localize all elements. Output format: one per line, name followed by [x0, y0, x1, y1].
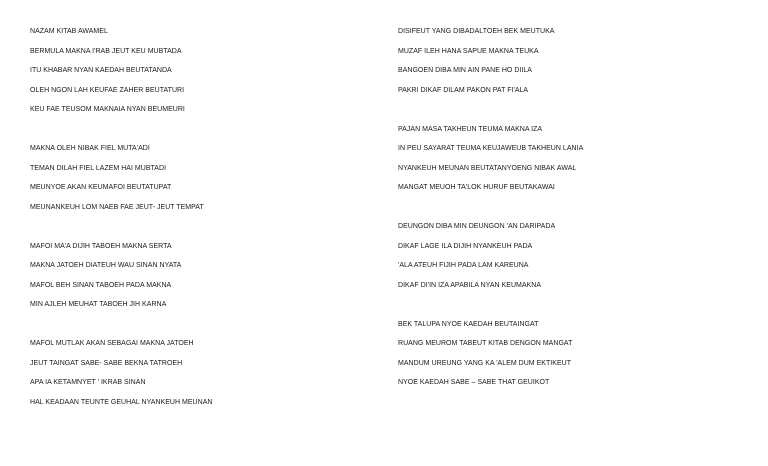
verse-line: 'ALA ATEUH FIJIH PADA LAM KAREUNA [398, 262, 529, 269]
verse-line: DIKAF DI'IN IZA APABILA NYAN KEUMAKNA [398, 281, 542, 289]
verse-line: PAKRI DIKAF DILAM PAKON PAT FI'ALA [398, 86, 529, 94]
verse-line: NAZAM KITAB AWAMEL [30, 28, 108, 35]
verse-line: APA IA KETAMNYET ' IKRAB SINAN [30, 379, 146, 386]
left-column [30, 22, 370, 432]
verse-line: MEUNYOE AKAN KEUMAFOI BEUTATUPAT [30, 184, 172, 191]
verse-line: MAFOL MUTLAK AKAN SEBAGAI MAKNA JATOEH [30, 340, 194, 347]
verse-line: KEU FAE TEUSOM MAKNAIA NYAN BEUMEURI [30, 106, 185, 113]
stanza [398, 120, 748, 198]
stanza [30, 334, 370, 412]
verse-line: MAFOL BEH SINAN TABOEH PADA MAKNA [30, 281, 172, 289]
stanza [398, 217, 748, 295]
verse-line: MUZAF ILEH HANA SAPUE MAKNA TEUKA [398, 47, 539, 55]
verse-line: RUANG MEUROM TABEUT KITAB DENGON MANGAT [398, 340, 573, 347]
verse-line: MIN AJLEH MEUHAT TABOEH JIH KARNA [30, 301, 167, 308]
verse-line: IN PEU SAYARAT TEUMA KEUJAWEUB TAKHEUN LANIA [398, 145, 584, 152]
stanza [398, 315, 748, 393]
verse-line: BEK TALUPA NYOE KAEDAH BEUTAINGAT [398, 320, 539, 328]
stanza [30, 22, 370, 120]
verse-line: DIKAF LAGE ILA DIJIH NYANKEUH PADA [398, 242, 533, 250]
verse-line: OLEH NGON LAH KEUFAE ZAHER BEUTATURI [30, 86, 185, 94]
right-column [398, 22, 748, 412]
verse-line: MAKNA OLEH NIBAK FIEL MUTA'ADI [30, 145, 150, 152]
verse-line: NYOE KAEDAH SABE – SABE THAT GEUIKOT [398, 379, 550, 386]
verse-line: HAL KEADAAN TEUNTE GEUHAL NYANKEUH MEUNAN [30, 398, 213, 406]
stanza [30, 237, 370, 315]
verse-line: BERMULA MAKNA I'RAB JEUT KEU MUBTADA [30, 47, 182, 55]
stanza [30, 139, 370, 217]
verse-line: MANDUM UREUNG YANG KA 'ALEM DUM EKTIKEUT [398, 359, 572, 367]
verse-line: BANGOEN DIBA MIN AIN PANE HO DIILA [398, 67, 532, 74]
verse-line: MAFOI MA'A DIJIH TABOEH MAKNA SERTA [30, 242, 172, 250]
stanza [398, 22, 748, 100]
verse-line: MANGAT MEUOH TA'LOK HURUF BEUTAKAWAI [398, 184, 555, 191]
verse-line: TEMAN DILAH FIEL LAZEM HAI MUBTADI [30, 164, 167, 172]
verse-line: ITU KHABAR NYAN KAEDAH BEUTATANDA [30, 67, 172, 74]
verse-line: DEUNGON DIBA MIN DEUNGON 'AN DARIPADA [398, 223, 556, 230]
verse-line: MEUNANKEUH LOM NAEB FAE JEUT- JEUT TEMPAT [30, 203, 204, 211]
verse-line: NYANKEUH MEUNAN BEUTATANYOENG NIBAK AWAL [398, 164, 577, 172]
verse-line: MAKNA JATOEH DIATEUH WAU SINAN NYATA [30, 262, 182, 269]
verse-line: DISIFEUT YANG DIBADALTOEH BEK MEUTUKA [398, 28, 555, 35]
verse-line: PAJAN MASA TAKHEUN TEUMA MAKNA IZA [398, 125, 543, 133]
verse-line: JEUT TAINGAT SABE- SABE BEKNA TATROEH [30, 359, 183, 367]
